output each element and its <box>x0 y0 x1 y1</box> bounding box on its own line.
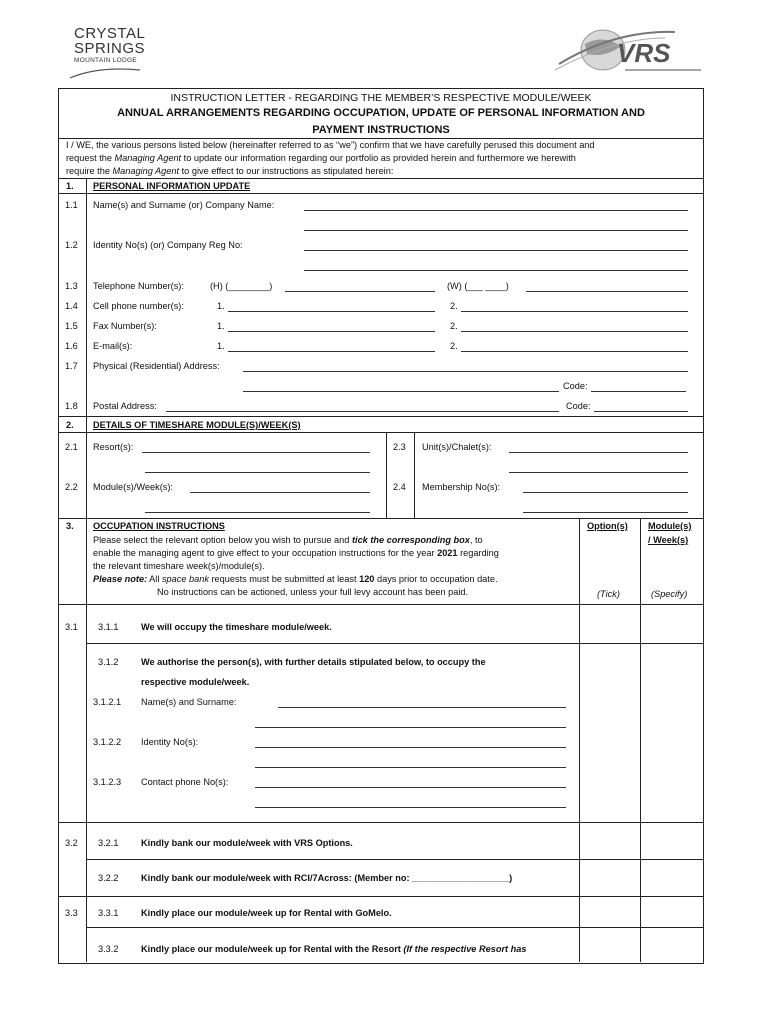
postal-code-field[interactable] <box>594 411 688 412</box>
row-3-1-2-1-number: 3.1.2.1 <box>93 697 122 707</box>
row-1-7-number: 1.7 <box>65 361 78 371</box>
row-1-5-number: 1.5 <box>65 321 78 331</box>
row-3-2-number: 3.2 <box>65 838 78 848</box>
logo-line-1: CRYSTAL <box>74 25 146 42</box>
occupy-tick-box[interactable] <box>580 605 640 643</box>
row-2-2-number: 2.2 <box>65 482 78 492</box>
cellphone-2-label: 2. <box>450 301 458 311</box>
logo-line-2: SPRINGS <box>74 40 146 57</box>
row-3-2-1-number: 3.2.1 <box>98 838 119 848</box>
authorised-name-label: Name(s) and Surname: <box>141 697 237 707</box>
resort-field-2[interactable] <box>145 472 370 473</box>
name-surname-field[interactable] <box>304 210 688 211</box>
physical-address-label: Physical (Residential) Address: <box>93 361 220 371</box>
module-week-field[interactable] <box>190 492 370 493</box>
authorised-name-field-2[interactable] <box>255 727 566 728</box>
authorised-phone-field-2[interactable] <box>255 807 566 808</box>
row-1-3-number: 1.3 <box>65 281 78 291</box>
row-3-1-number: 3.1 <box>65 622 78 632</box>
intro-line-2: request the Managing Agent to update our information regarding our portfolio as provided herein and furthermore we herewith <box>66 153 576 163</box>
vrs-logo <box>555 24 705 80</box>
physical-address-field-2[interactable] <box>243 391 559 392</box>
identity-field[interactable] <box>304 250 688 251</box>
occupation-line-2: enable the managing agent to give effect to your occupation instructions for the year 2021 regarding <box>93 548 499 558</box>
email-1-field[interactable] <box>228 351 435 352</box>
svg-text:VRS: VRS <box>617 38 671 68</box>
occupation-line-3: the relevant timeshare week(s)/module(s). <box>93 561 265 571</box>
row-3-3-1-number: 3.3.1 <box>98 908 119 918</box>
resort-field[interactable] <box>142 452 370 453</box>
row-1-6-number: 1.6 <box>65 341 78 351</box>
week-column-header: / Week(s) <box>648 535 689 545</box>
authorised-id-field-2[interactable] <box>255 767 566 768</box>
specify-label: (Specify) <box>651 589 688 599</box>
row-1-4-number: 1.4 <box>65 301 78 311</box>
resort-label: Resort(s): <box>93 442 134 452</box>
section3-number: 3. <box>66 521 74 531</box>
logo-line-3: MOUNTAIN LODGE <box>74 57 137 64</box>
row-3-1-2-3-number: 3.1.2.3 <box>93 777 122 787</box>
occupy-specify-box[interactable] <box>641 605 702 643</box>
cellphone-1-label: 1. <box>217 301 225 311</box>
module-week-label: Module(s)/Week(s): <box>93 482 173 492</box>
telephone-work-label: (W) (___ ____) <box>447 281 509 291</box>
occupation-instructions-text <box>93 534 573 599</box>
row-3-1-1-number: 3.1.1 <box>98 622 119 632</box>
fax-label: Fax Number(s): <box>93 321 157 331</box>
bank-rci-text: Kindly bank our module/week with RCI/7Across: (Member no: ___________________) <box>141 873 513 883</box>
telephone-label: Telephone Number(s): <box>93 281 184 291</box>
intro-line-1: I / WE, the various persons listed below (hereinafter referred to as “we”) confirm that we have carefully perused this document and <box>66 140 595 150</box>
cellphone-label: Cell phone number(s): <box>93 301 184 311</box>
name-surname-field-2[interactable] <box>304 230 688 231</box>
authorised-name-field[interactable] <box>278 707 566 708</box>
fax-1-field[interactable] <box>228 331 435 332</box>
fax-1-label: 1. <box>217 321 225 331</box>
row-3-3-2-number: 3.3.2 <box>98 944 119 954</box>
occupy-option-text: We will occupy the timeshare module/week. <box>141 622 332 632</box>
rental-gomelo-text: Kindly place our module/week up for Rental with GoMelo. <box>141 908 392 918</box>
email-2-field[interactable] <box>461 351 688 352</box>
email-label: E-mail(s): <box>93 341 133 351</box>
identity-label: Identity No(s) (or) Company Reg No: <box>93 240 243 250</box>
occupation-levy-line: No instructions can be actioned, unless your full levy account has been paid. <box>157 587 469 597</box>
email-1-label: 1. <box>217 341 225 351</box>
row-1-1-number: 1.1 <box>65 200 78 210</box>
postal-address-field[interactable] <box>166 411 559 412</box>
row-1-8-number: 1.8 <box>65 401 78 411</box>
row-2-3-number: 2.3 <box>393 442 406 452</box>
bank-rci-tick-box[interactable] <box>580 860 640 896</box>
section1-heading: PERSONAL INFORMATION UPDATE <box>93 181 251 191</box>
authorise-text-1: We authorise the person(s), with further details stipulated below, to occupy the <box>141 657 486 667</box>
membership-field[interactable] <box>523 492 688 493</box>
physical-address-field[interactable] <box>243 371 688 372</box>
postal-address-label: Postal Address: <box>93 401 157 411</box>
rental-resort-text: Kindly place our module/week up for Rental with the Resort (If the respective Resort has <box>141 944 527 954</box>
vrs-globe-icon <box>555 24 705 80</box>
module-week-field-2[interactable] <box>145 512 370 513</box>
physical-code-field[interactable] <box>591 391 686 392</box>
logo-swoosh-icon <box>68 66 143 80</box>
fax-2-field[interactable] <box>461 331 688 332</box>
authorise-text-2: respective module/week. <box>141 677 250 687</box>
telephone-work-field[interactable] <box>526 291 688 292</box>
rental-gomelo-tick-box[interactable] <box>580 897 640 927</box>
authorised-phone-field[interactable] <box>255 787 566 788</box>
telephone-home-field[interactable] <box>285 291 435 292</box>
section2-heading: DETAILS OF TIMESHARE MODULE(S)/WEEK(S) <box>93 420 301 430</box>
row-3-2-2-number: 3.2.2 <box>98 873 119 883</box>
unit-label: Unit(s)/Chalet(s): <box>422 442 492 452</box>
cellphone-2-field[interactable] <box>461 311 688 312</box>
bank-vrs-tick-box[interactable] <box>580 823 640 859</box>
section1-number: 1. <box>66 181 74 191</box>
title-line-3: PAYMENT INSTRUCTIONS <box>312 124 450 136</box>
membership-field-2[interactable] <box>523 512 688 513</box>
authorise-tick-box[interactable] <box>580 644 640 822</box>
row-3-1-2-number: 3.1.2 <box>98 657 119 667</box>
authorised-id-label: Identity No(s): <box>141 737 199 747</box>
row-3-1-2-2-number: 3.1.2.2 <box>93 737 122 747</box>
fax-2-label: 2. <box>450 321 458 331</box>
authorised-phone-label: Contact phone No(s): <box>141 777 229 787</box>
row-3-3-number: 3.3 <box>65 908 78 918</box>
rental-resort-tick-box[interactable] <box>580 928 640 961</box>
row-2-4-number: 2.4 <box>393 482 406 492</box>
intro-line-3: require the Managing Agent to give effect to our instructions as stipulated herein: <box>66 166 394 176</box>
occupation-line-1: Please select the relevant option below you wish to pursue and tick the corresponding box, to <box>93 535 483 545</box>
crystal-springs-logo <box>74 26 144 78</box>
row-1-2-number: 1.2 <box>65 240 78 250</box>
telephone-home-label: (H) (________) <box>210 281 273 291</box>
section3-heading: OCCUPATION INSTRUCTIONS <box>93 521 225 531</box>
identity-field-2[interactable] <box>304 270 688 271</box>
title-line-2: ANNUAL ARRANGEMENTS REGARDING OCCUPATION, UPDATE OF PERSONAL INFORMATION AND <box>117 107 645 119</box>
physical-code-label: Code: <box>563 381 588 391</box>
row-2-1-number: 2.1 <box>65 442 78 452</box>
unit-field[interactable] <box>509 452 688 453</box>
bank-vrs-text: Kindly bank our module/week with VRS Options. <box>141 838 353 848</box>
occupation-note-line: Please note: All space bank requests must be submitted at least 120 days prior to occupation date. <box>93 574 498 584</box>
postal-code-label: Code: <box>566 401 591 411</box>
module-column-header: Module(s) <box>648 521 692 531</box>
authorise-specify-box[interactable] <box>641 644 702 822</box>
title-line-1: INSTRUCTION LETTER - REGARDING THE MEMBER’S RESPECTIVE MODULE/WEEK <box>170 92 592 104</box>
authorised-id-field[interactable] <box>255 747 566 748</box>
membership-label: Membership No(s): <box>422 482 501 492</box>
section2-number: 2. <box>66 420 74 430</box>
tick-label: (Tick) <box>597 589 620 599</box>
email-2-label: 2. <box>450 341 458 351</box>
name-surname-label: Name(s) and Surname (or) Company Name: <box>93 200 275 210</box>
unit-field-2[interactable] <box>509 472 688 473</box>
option-column-header: Option(s) <box>587 521 628 531</box>
cellphone-1-field[interactable] <box>228 311 435 312</box>
intro-paragraph <box>66 139 698 178</box>
